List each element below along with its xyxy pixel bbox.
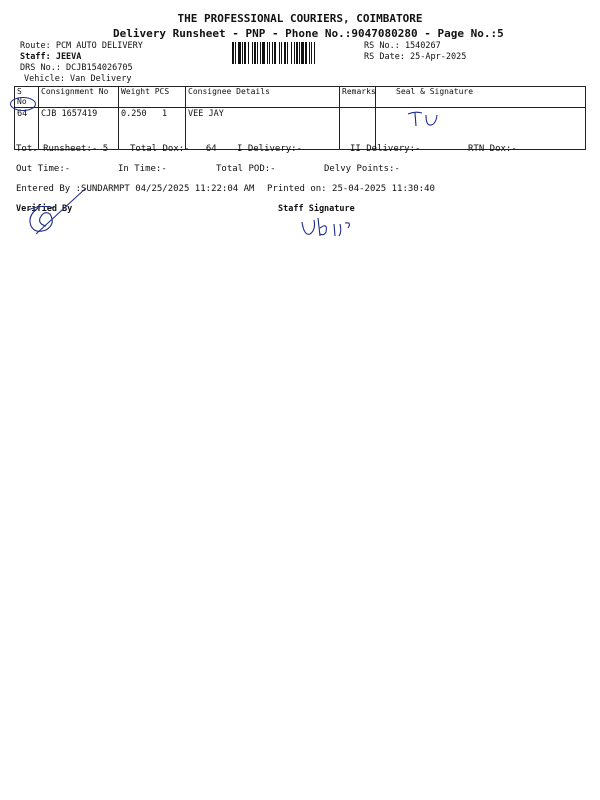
tot-runsheet: Tot. Runsheet:- 5 xyxy=(16,144,109,154)
consignment-table xyxy=(14,86,586,150)
barcode-bar xyxy=(267,42,268,64)
barcode-bar xyxy=(287,42,288,64)
handwritten-circle-mark xyxy=(9,96,37,112)
header-sno: S No xyxy=(15,87,39,108)
barcode-bar xyxy=(314,42,315,64)
barcode-bar xyxy=(311,42,312,64)
drs-number: DRS No.: DCJB154026705 xyxy=(20,63,133,73)
barcode-bar xyxy=(281,42,282,64)
company-name: THE PROFESSIONAL COURIERS, COIMBATORE xyxy=(177,12,423,25)
barcode-bar xyxy=(248,42,249,64)
out-time: Out Time:- xyxy=(16,164,71,174)
header-weight-pcs: Weight PCS xyxy=(119,87,186,108)
in-time: In Time:- xyxy=(118,164,167,174)
barcode-bar xyxy=(279,42,280,64)
header-seal: Seal & Signature xyxy=(376,87,586,108)
barcode-bar xyxy=(305,42,307,64)
barcode-bar xyxy=(296,42,298,64)
header-consignee: Consignee Details xyxy=(186,87,340,108)
handwritten-signature-staff xyxy=(298,214,358,240)
handwritten-signature-verifier xyxy=(22,186,92,241)
verified-by-label: Verified By xyxy=(16,204,73,214)
barcode-bar xyxy=(257,42,258,64)
runsheet-title xyxy=(113,27,504,40)
header-remarks: Remarks xyxy=(340,87,376,108)
barcode-bar xyxy=(291,42,292,64)
delvy-points: Delvy Points:- xyxy=(324,164,400,174)
barcode-bar xyxy=(242,42,243,64)
barcode-bar xyxy=(235,42,236,64)
rs-number: RS No.: 1540267 xyxy=(364,41,441,51)
barcode-bar xyxy=(260,42,261,64)
barcode-bar xyxy=(232,42,234,64)
barcode-bar xyxy=(238,42,241,64)
staff-signature-label: Staff Signature xyxy=(278,204,355,214)
vehicle-label: Vehicle: Van Delivery xyxy=(24,74,132,84)
ii-delivery: II Delivery:- xyxy=(350,144,421,154)
phone-number: 9047080280 xyxy=(351,27,418,40)
barcode-bar xyxy=(272,42,273,64)
barcode-bar xyxy=(284,42,286,64)
barcode-bar xyxy=(294,42,295,64)
cell-consignment: CJB 1657419 xyxy=(39,108,119,150)
barcode-bar xyxy=(301,42,304,64)
barcode-bar xyxy=(269,42,270,64)
rs-date: RS Date: 25-Apr-2025 xyxy=(364,52,467,62)
barcode-bar xyxy=(262,42,265,64)
table-header-row xyxy=(15,87,586,108)
barcode-bar xyxy=(252,42,253,64)
total-pod: Total POD:- xyxy=(216,164,276,174)
barcode-bar xyxy=(299,42,300,64)
entered-by: Entered By :SUNDARMPT 04/25/2025 11:22:04 AM xyxy=(16,184,255,194)
cell-consignee: VEE JAY xyxy=(186,108,340,150)
barcode-bar xyxy=(309,42,310,64)
barcode-bar xyxy=(254,42,256,64)
page-number: - Page No.:5 xyxy=(424,27,504,40)
handwritten-signature-tu xyxy=(405,108,441,130)
cell-sno: 64 xyxy=(15,108,39,150)
i-delivery: I Delivery:- xyxy=(237,144,303,154)
barcode-bar xyxy=(274,42,276,64)
rtn-dox: RTN Dox:- xyxy=(468,144,517,154)
cell-weight-pcs: 0.250 1 xyxy=(119,108,186,150)
barcode-bar xyxy=(244,42,246,64)
printed-on: Printed on: 25-04-2025 11:30:40 xyxy=(267,184,435,194)
total-dox: Total Dox:- 64 xyxy=(130,144,217,154)
route-label: Route: PCM AUTO DELIVERY xyxy=(20,41,143,51)
barcode-image xyxy=(232,42,350,64)
header-consignment: Consignment No xyxy=(39,87,119,108)
title-left: Delivery Runsheet - PNP - Phone No.: xyxy=(113,27,352,40)
staff-label: Staff: JEEVA xyxy=(20,52,82,62)
